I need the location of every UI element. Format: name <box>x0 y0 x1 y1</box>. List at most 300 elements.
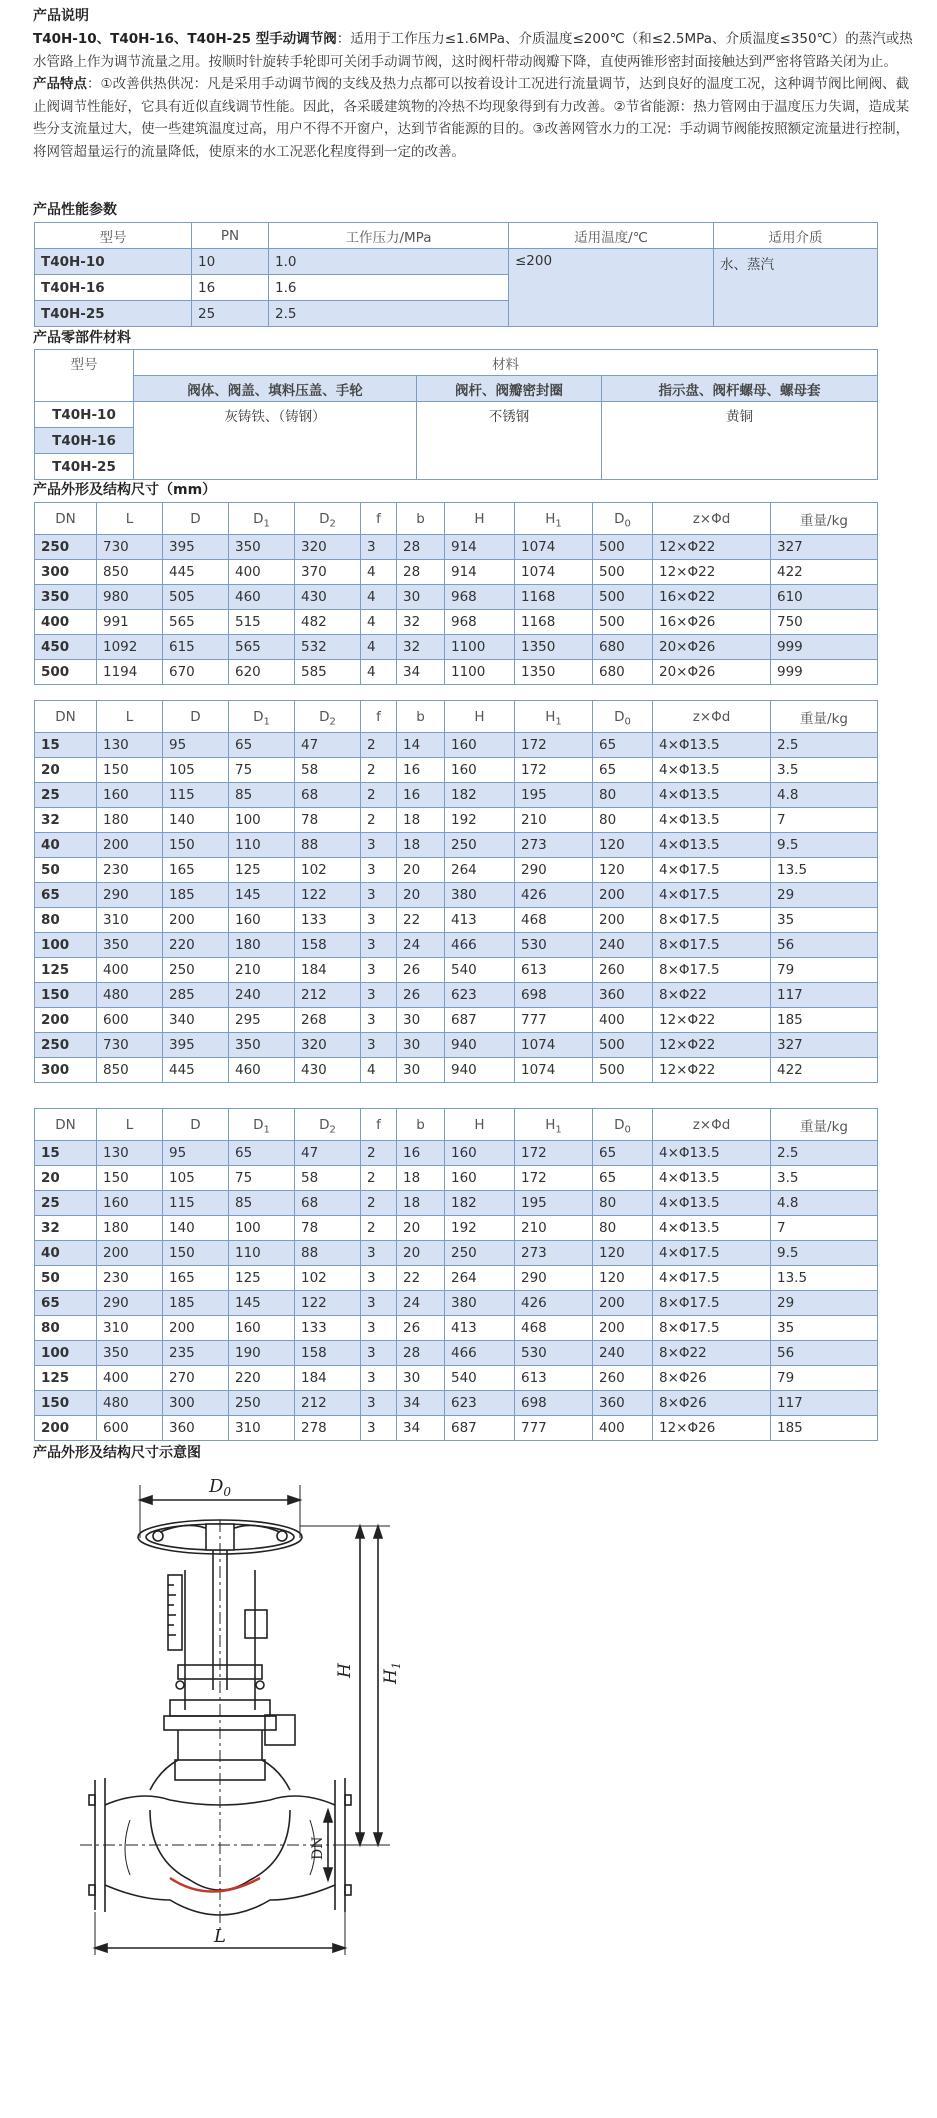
table-cell: 117 <box>771 983 878 1008</box>
table-cell: 18 <box>397 808 445 833</box>
table-row <box>35 635 878 660</box>
table-cell: 3 <box>361 1416 397 1441</box>
table-cell: 260 <box>593 958 653 983</box>
table-header: $D_0$ <box>593 701 653 733</box>
table-row <box>35 983 878 1008</box>
table-cell: 968 <box>445 610 515 635</box>
table-row <box>35 1341 878 1366</box>
table-cell: 2 <box>361 808 397 833</box>
table-cell: 165 <box>163 1266 229 1291</box>
table-cell: 190 <box>229 1341 295 1366</box>
table-cell: 79 <box>771 958 878 983</box>
table-cell: 35 <box>771 908 878 933</box>
table-cell: 8×Φ26 <box>653 1366 771 1391</box>
table-cell: 122 <box>295 1291 361 1316</box>
table-cell: 212 <box>295 1391 361 1416</box>
table-cell: 26 <box>397 983 445 1008</box>
table-cell: 613 <box>515 958 593 983</box>
dimensions-table-2 <box>34 700 878 1083</box>
valve-diagram <box>60 1460 440 1980</box>
table-cell: 777 <box>515 1416 593 1441</box>
table-cell: 445 <box>163 560 229 585</box>
table-cell: 16 <box>397 1141 445 1166</box>
table-cell: 980 <box>97 585 163 610</box>
table-cell: 133 <box>295 1316 361 1341</box>
dn-cell: 200 <box>35 1008 97 1033</box>
table-cell: 360 <box>593 983 653 1008</box>
dn-cell: 50 <box>35 858 97 883</box>
table-cell: 615 <box>163 635 229 660</box>
table-cell: 195 <box>515 1191 593 1216</box>
table-cell: 290 <box>515 1266 593 1291</box>
table-cell: 25 <box>192 301 269 327</box>
dn-cell: 32 <box>35 808 97 833</box>
table-header-row <box>35 376 878 402</box>
dn-cell: 15 <box>35 733 97 758</box>
table-cell: 413 <box>445 908 515 933</box>
dn-cell: 100 <box>35 1341 97 1366</box>
table-cell: 500 <box>593 585 653 610</box>
table-cell: 1194 <box>97 660 163 685</box>
table-cell: 2 <box>361 1166 397 1191</box>
table-cell: 22 <box>397 908 445 933</box>
medium-cell: 水、蒸汽 <box>714 249 878 327</box>
dn-cell: 250 <box>35 1033 97 1058</box>
table-header: D <box>163 701 229 733</box>
model-cell: T40H-25 <box>35 301 192 327</box>
table-cell: 65 <box>593 1166 653 1191</box>
table-cell: 9.5 <box>771 833 878 858</box>
table-cell: 68 <box>295 783 361 808</box>
table-cell: 140 <box>163 808 229 833</box>
table-header: DN <box>35 503 97 535</box>
table-row <box>35 1391 878 1416</box>
table-cell: 20 <box>397 1241 445 1266</box>
table-cell: 80 <box>593 783 653 808</box>
table-header: DN <box>35 701 97 733</box>
table-row <box>35 1366 878 1391</box>
table-cell: 58 <box>295 1166 361 1191</box>
table-cell: 13.5 <box>771 1266 878 1291</box>
label-h1: $H_1$ <box>381 1662 403 1684</box>
table-cell: 250 <box>445 833 515 858</box>
table-cell: 26 <box>397 1316 445 1341</box>
table-cell: 850 <box>97 1058 163 1083</box>
table-cell: 130 <box>97 1141 163 1166</box>
table-cell: 235 <box>163 1341 229 1366</box>
table-cell: 185 <box>163 1291 229 1316</box>
table-cell: 140 <box>163 1216 229 1241</box>
table-cell: 1100 <box>445 635 515 660</box>
table-cell: 1350 <box>515 635 593 660</box>
table-cell: 4 <box>361 560 397 585</box>
material-cell: 黄铜 <box>602 402 878 480</box>
table-cell: 78 <box>295 1216 361 1241</box>
table-cell: 210 <box>515 1216 593 1241</box>
table-cell: 12×Φ22 <box>653 535 771 560</box>
table-cell: 172 <box>515 1166 593 1191</box>
model-cell: T40H-16 <box>35 428 134 454</box>
table-cell: 670 <box>163 660 229 685</box>
table-cell: 150 <box>97 758 163 783</box>
table-cell: 125 <box>229 1266 295 1291</box>
table-cell: 160 <box>445 733 515 758</box>
table-cell: 240 <box>593 933 653 958</box>
model-cell: T40H-10 <box>35 402 134 428</box>
table-cell: 360 <box>593 1391 653 1416</box>
table-cell: 4×Φ13.5 <box>653 1216 771 1241</box>
table-cell: 327 <box>771 1033 878 1058</box>
table-header: z×Φd <box>653 503 771 535</box>
table-cell: 687 <box>445 1008 515 1033</box>
table-cell: 3 <box>361 535 397 560</box>
table-header: 型号 <box>35 223 192 249</box>
table-cell: 300 <box>163 1391 229 1416</box>
table-header: $H_1$ <box>515 503 593 535</box>
table-cell: 480 <box>97 983 163 1008</box>
table-cell: 78 <box>295 808 361 833</box>
table-cell: 2 <box>361 783 397 808</box>
table-cell: 130 <box>97 733 163 758</box>
table-cell: 500 <box>593 1058 653 1083</box>
table-cell: 160 <box>97 783 163 808</box>
table-cell: 18 <box>397 833 445 858</box>
table-cell: 8×Φ17.5 <box>653 1316 771 1341</box>
table-cell: 30 <box>397 1033 445 1058</box>
table-cell: 4×Φ13.5 <box>653 1141 771 1166</box>
table-cell: 350 <box>97 933 163 958</box>
table-cell: 160 <box>445 1166 515 1191</box>
table-header: 工作压力/MPa <box>269 223 509 249</box>
table-cell: 160 <box>445 1141 515 1166</box>
table-cell: 3 <box>361 1266 397 1291</box>
table-row <box>35 758 878 783</box>
dn-cell: 125 <box>35 1366 97 1391</box>
table-cell: 145 <box>229 883 295 908</box>
table-cell: 4×Φ17.5 <box>653 858 771 883</box>
table-row <box>35 1008 878 1033</box>
table-cell: 14 <box>397 733 445 758</box>
table-row <box>35 1241 878 1266</box>
features-text: ：①改善供热供况：凡是采用手动调节阀的支线及热力点都可以按着设计工况进行流量调节，达到良好的温度工况，这种调节阀比闸阀、截止阀调节性能好，它具有近似直线调节性能。因此，各采暖建筑物的冷热不均现象得到有力改善。②节省能源：热力管网由于温度压力失调，造成某些分支流量过大，使一些建筑温度过高，用户不得不开窗户，达到节省能源的目的。③改善网管水力的工况：手动调节阀能按照额定流量进行控制，将网管超量运行的流量降低，使原来的水工况恶化程度得到一定的改善。 <box>33 76 910 160</box>
table-row <box>35 808 878 833</box>
table-row <box>35 883 878 908</box>
table-cell: 320 <box>295 535 361 560</box>
description-label: T40H-10、T40H-16、T40H-25 型手动调节阀 <box>33 31 337 47</box>
table-cell: 95 <box>163 733 229 758</box>
dn-cell: 250 <box>35 535 97 560</box>
table-cell: 158 <box>295 933 361 958</box>
table-cell: 65 <box>229 1141 295 1166</box>
table-cell: 2 <box>361 1191 397 1216</box>
table-cell: 150 <box>97 1166 163 1191</box>
dn-cell: 40 <box>35 1241 97 1266</box>
table-cell: 7 <box>771 1216 878 1241</box>
table-cell: 1350 <box>515 660 593 685</box>
table-row <box>35 858 878 883</box>
table-cell: 16×Φ26 <box>653 610 771 635</box>
table-cell: 180 <box>97 808 163 833</box>
table-cell: 88 <box>295 1241 361 1266</box>
table-header: $D_2$ <box>295 701 361 733</box>
dn-cell: 25 <box>35 783 97 808</box>
table-cell: 120 <box>593 1266 653 1291</box>
table-cell: 145 <box>229 1291 295 1316</box>
table-cell: 999 <box>771 635 878 660</box>
table-cell: 160 <box>229 1316 295 1341</box>
table-cell: 3 <box>361 958 397 983</box>
table-cell: 400 <box>593 1008 653 1033</box>
table-cell: 3 <box>361 1316 397 1341</box>
table-cell: 400 <box>97 1366 163 1391</box>
table-cell: 466 <box>445 1341 515 1366</box>
table-cell: 192 <box>445 808 515 833</box>
dn-cell: 50 <box>35 1266 97 1291</box>
table-cell: 102 <box>295 1266 361 1291</box>
table-cell: 350 <box>97 1341 163 1366</box>
table-header: $H_1$ <box>515 701 593 733</box>
dn-cell: 400 <box>35 610 97 635</box>
table-cell: 395 <box>163 535 229 560</box>
table-cell: 20×Φ26 <box>653 635 771 660</box>
table-cell: 56 <box>771 933 878 958</box>
table-row <box>35 733 878 758</box>
table-cell: 133 <box>295 908 361 933</box>
table-header-row <box>35 503 878 535</box>
table-cell: 184 <box>295 958 361 983</box>
table-cell: 8×Φ17.5 <box>653 908 771 933</box>
table-cell: 125 <box>229 858 295 883</box>
table-cell: 12×Φ22 <box>653 1058 771 1083</box>
table-header: $D_1$ <box>229 701 295 733</box>
table-cell: 56 <box>771 1341 878 1366</box>
table-cell: 340 <box>163 1008 229 1033</box>
table-cell: 180 <box>97 1216 163 1241</box>
table-header: z×Φd <box>653 1109 771 1141</box>
dn-cell: 150 <box>35 1391 97 1416</box>
table-cell: 1100 <box>445 660 515 685</box>
table-cell: 500 <box>593 610 653 635</box>
table-cell: 20×Φ26 <box>653 660 771 685</box>
table-cell: 105 <box>163 758 229 783</box>
intro-section <box>33 4 918 163</box>
table-cell: 620 <box>229 660 295 685</box>
table-header: b <box>397 1109 445 1141</box>
table-cell: 34 <box>397 660 445 685</box>
table-header: b <box>397 701 445 733</box>
table-row <box>35 535 878 560</box>
table-cell: 4×Φ17.5 <box>653 883 771 908</box>
table-cell: 18 <box>397 1191 445 1216</box>
table-cell: 914 <box>445 560 515 585</box>
table-cell: 30 <box>397 1058 445 1083</box>
table-cell: 565 <box>229 635 295 660</box>
table-cell: 380 <box>445 883 515 908</box>
table-cell: 80 <box>593 808 653 833</box>
table-cell: 58 <box>295 758 361 783</box>
table-cell: 698 <box>515 1391 593 1416</box>
table-cell: 120 <box>593 833 653 858</box>
table-header: f <box>361 503 397 535</box>
table-cell: 110 <box>229 1241 295 1266</box>
table-cell: 184 <box>295 1366 361 1391</box>
table-row <box>35 1266 878 1291</box>
table-cell: 290 <box>97 883 163 908</box>
description-text: ：适用于工作压力≤1.6MPa、介质温度≤200℃（和≤2.5MPa、介质温度≤350℃）的蒸汽或热水管路上作为调节流量之用。按顺时针旋转手轮即可关闭手动调节阀，这时阀杆带动阀瓣下降，直使两锥形密封面接触达到严密将管路关闭为止。 <box>33 31 913 70</box>
table-cell: 2.5 <box>771 733 878 758</box>
table-cell: 268 <box>295 1008 361 1033</box>
table-cell: 185 <box>771 1008 878 1033</box>
table-cell: 8×Φ17.5 <box>653 1291 771 1316</box>
table-cell: 400 <box>593 1416 653 1441</box>
materials-table <box>34 349 878 480</box>
table-cell: 445 <box>163 1058 229 1083</box>
table-header: 阀杆、阀瓣密封圈 <box>417 376 602 402</box>
table-cell: 4×Φ17.5 <box>653 1266 771 1291</box>
table-cell: 120 <box>593 1241 653 1266</box>
table-cell: 210 <box>229 958 295 983</box>
table-cell: 600 <box>97 1008 163 1033</box>
table-cell: 940 <box>445 1058 515 1083</box>
table-cell: 35 <box>771 1316 878 1341</box>
table-cell: 200 <box>163 1316 229 1341</box>
table-cell: 3.5 <box>771 758 878 783</box>
dn-cell: 500 <box>35 660 97 685</box>
table-cell: 122 <box>295 883 361 908</box>
table-header-row <box>35 350 878 376</box>
table-cell: 65 <box>229 733 295 758</box>
table-cell: 12×Φ22 <box>653 560 771 585</box>
table-cell: 160 <box>97 1191 163 1216</box>
table-cell: 16 <box>397 783 445 808</box>
table-cell: 532 <box>295 635 361 660</box>
table-row <box>35 402 878 428</box>
table-cell: 182 <box>445 1191 515 1216</box>
table-cell: 4×Φ13.5 <box>653 758 771 783</box>
table-cell: 4 <box>361 610 397 635</box>
model-cell: T40H-10 <box>35 249 192 275</box>
table-cell: 1168 <box>515 585 593 610</box>
table-cell: 100 <box>229 1216 295 1241</box>
diagram-title: 产品外形及结构尺寸示意图 <box>33 1445 201 1461</box>
table-header: $D_1$ <box>229 1109 295 1141</box>
table-cell: 16 <box>192 275 269 301</box>
table-cell: 540 <box>445 958 515 983</box>
table-cell: 327 <box>771 535 878 560</box>
table-cell: 195 <box>515 783 593 808</box>
table-cell: 310 <box>97 1316 163 1341</box>
table-cell: 8×Φ17.5 <box>653 958 771 983</box>
table-cell: 350 <box>229 1033 295 1058</box>
table-cell: 273 <box>515 1241 593 1266</box>
table-cell: 16×Φ22 <box>653 585 771 610</box>
table-cell: 730 <box>97 1033 163 1058</box>
table-cell: 290 <box>97 1291 163 1316</box>
label-dn: DN <box>310 1836 326 1860</box>
table-cell: 426 <box>515 883 593 908</box>
table-row <box>35 1216 878 1241</box>
table-cell: 610 <box>771 585 878 610</box>
table-cell: 88 <box>295 833 361 858</box>
table-cell: 26 <box>397 958 445 983</box>
table-header: $D_0$ <box>593 1109 653 1141</box>
table-cell: 200 <box>97 833 163 858</box>
table-cell: 480 <box>97 1391 163 1416</box>
table-cell: 4 <box>361 660 397 685</box>
table-cell: 8×Φ22 <box>653 1341 771 1366</box>
table-cell: 290 <box>515 858 593 883</box>
table-cell: 270 <box>163 1366 229 1391</box>
table-cell: 32 <box>397 635 445 660</box>
table-cell: 422 <box>771 1058 878 1083</box>
table-cell: 850 <box>97 560 163 585</box>
table-cell: 80 <box>593 1216 653 1241</box>
table-cell: 2.5 <box>771 1141 878 1166</box>
table-cell: 500 <box>593 560 653 585</box>
table-cell: 777 <box>515 1008 593 1033</box>
table-cell: 3 <box>361 1391 397 1416</box>
table-cell: 85 <box>229 1191 295 1216</box>
table-cell: 212 <box>295 983 361 1008</box>
table-cell: 3 <box>361 1291 397 1316</box>
table-cell: 10 <box>192 249 269 275</box>
dn-cell: 450 <box>35 635 97 660</box>
table-cell: 102 <box>295 858 361 883</box>
table-cell: 200 <box>163 908 229 933</box>
table-cell: 3 <box>361 1033 397 1058</box>
dn-cell: 15 <box>35 1141 97 1166</box>
table-cell: 4×Φ13.5 <box>653 1191 771 1216</box>
table-cell: 30 <box>397 1366 445 1391</box>
table-header-row <box>35 701 878 733</box>
table-cell: 172 <box>515 758 593 783</box>
table-cell: 150 <box>163 833 229 858</box>
table-row <box>35 908 878 933</box>
table-cell: 968 <box>445 585 515 610</box>
table-cell: 4×Φ13.5 <box>653 1166 771 1191</box>
table-cell: 2.5 <box>269 301 509 327</box>
table-cell: 1168 <box>515 610 593 635</box>
table-header: $H_1$ <box>515 1109 593 1141</box>
table-cell: 172 <box>515 1141 593 1166</box>
table-cell: 160 <box>445 758 515 783</box>
table-cell: 400 <box>97 958 163 983</box>
table-cell: 22 <box>397 1266 445 1291</box>
table-cell: 540 <box>445 1366 515 1391</box>
table-cell: 730 <box>97 535 163 560</box>
table-cell: 16 <box>397 758 445 783</box>
table-cell: 230 <box>97 858 163 883</box>
intro-heading: 产品说明 <box>33 8 89 24</box>
table-cell: 698 <box>515 983 593 1008</box>
table-row <box>35 1316 878 1341</box>
table-cell: 20 <box>397 883 445 908</box>
table-header: 阀体、阀盖、填料压盖、手轮 <box>134 376 417 402</box>
table-cell: 320 <box>295 1033 361 1058</box>
table-cell: 2 <box>361 1141 397 1166</box>
table-row <box>35 249 878 275</box>
table-header: $D_0$ <box>593 503 653 535</box>
table-cell: 3 <box>361 1008 397 1033</box>
table-cell: 7 <box>771 808 878 833</box>
table-cell: 75 <box>229 758 295 783</box>
table-cell: 28 <box>397 560 445 585</box>
table-cell: 422 <box>771 560 878 585</box>
table-cell: 460 <box>229 585 295 610</box>
table-cell: 200 <box>593 908 653 933</box>
table-cell: 172 <box>515 733 593 758</box>
table-cell: 400 <box>229 560 295 585</box>
